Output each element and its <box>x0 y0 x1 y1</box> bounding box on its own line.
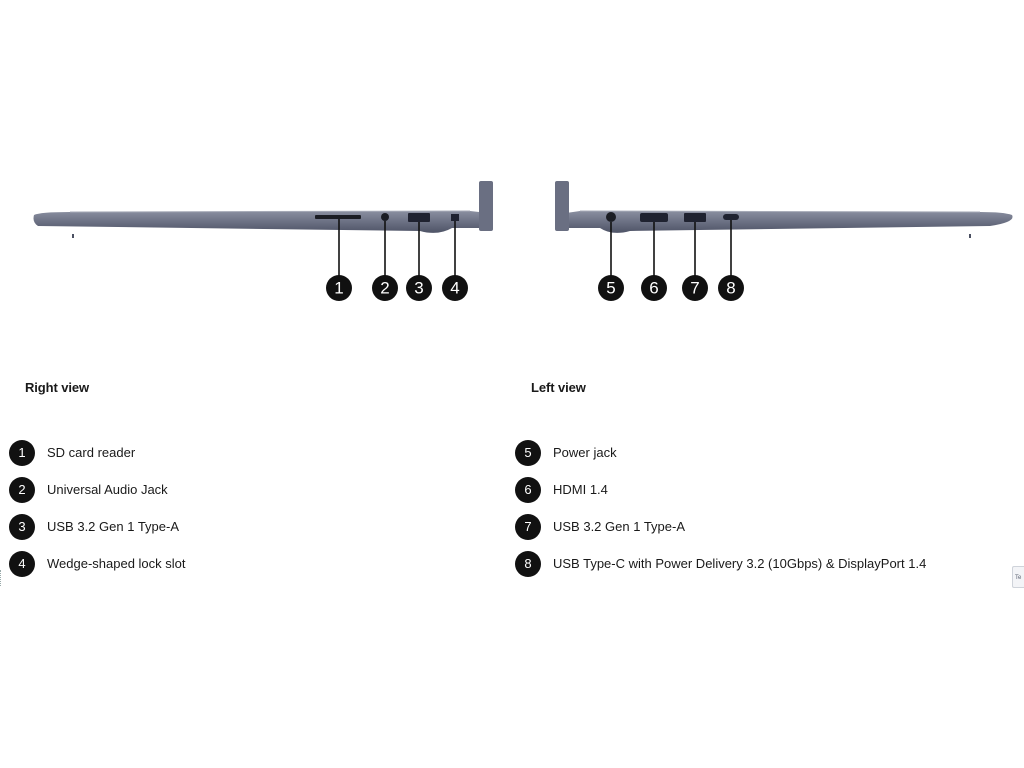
svg-text:4: 4 <box>450 278 460 298</box>
list-item <box>9 434 186 471</box>
number-badge: 3 <box>9 514 35 540</box>
svg-text:6: 6 <box>649 278 659 298</box>
callout-marker-6 <box>641 275 667 301</box>
port-label: Power jack <box>553 445 617 460</box>
port-label: USB Type-C with Power Delivery 3.2 (10Gbps) & DisplayPort 1.4 <box>553 556 927 571</box>
port-label: HDMI 1.4 <box>553 482 608 497</box>
number-badge: 1 <box>9 440 35 466</box>
hdmi-port <box>640 213 668 222</box>
port-label: Universal Audio Jack <box>47 482 168 497</box>
usb-c-port <box>723 214 739 220</box>
list-item <box>515 508 926 545</box>
right-side-laptop <box>34 181 494 238</box>
svg-text:8: 8 <box>726 278 736 298</box>
callout-marker-7 <box>682 275 708 301</box>
left-view-heading: Left view <box>531 380 586 395</box>
power-jack-port <box>606 212 616 222</box>
number-badge: 6 <box>515 477 541 503</box>
left-edge-marker <box>0 570 3 586</box>
right-view-heading: Right view <box>25 380 90 395</box>
number-badge: 4 <box>9 551 35 577</box>
lock-slot <box>451 214 459 221</box>
edge-tab-button[interactable]: Te <box>1012 566 1024 588</box>
usb-a-port-right <box>408 213 430 222</box>
callout-marker-3 <box>406 275 432 301</box>
svg-text:3: 3 <box>414 278 424 298</box>
sd-card-slot <box>315 215 361 219</box>
usb-a-port-left <box>684 213 706 222</box>
audio-jack-port <box>381 213 389 221</box>
callout-marker-4 <box>442 275 468 301</box>
left-lid-hinge <box>555 181 569 231</box>
port-label: USB 3.2 Gen 1 Type-A <box>47 519 179 534</box>
callout-marker-5 <box>598 275 624 301</box>
list-item <box>9 508 186 545</box>
callout-marker-2 <box>372 275 398 301</box>
number-badge: 7 <box>515 514 541 540</box>
port-label: Wedge-shaped lock slot <box>47 556 186 571</box>
list-item <box>9 471 186 508</box>
laptop-ports-diagram <box>0 170 1024 310</box>
list-item <box>515 471 926 508</box>
svg-text:2: 2 <box>380 278 390 298</box>
left-view-port-list <box>515 434 926 582</box>
port-label: USB 3.2 Gen 1 Type-A <box>553 519 685 534</box>
list-item <box>515 545 926 582</box>
callout-marker-1 <box>326 275 352 301</box>
callout-marker-8 <box>718 275 744 301</box>
port-label: SD card reader <box>47 445 136 460</box>
svg-text:5: 5 <box>606 278 616 298</box>
list-item <box>9 545 186 582</box>
number-badge: 5 <box>515 440 541 466</box>
right-lid-hinge <box>479 181 493 231</box>
number-badge: 8 <box>515 551 541 577</box>
list-item <box>515 434 926 471</box>
left-side-laptop <box>555 181 1013 238</box>
right-view-port-list <box>9 434 186 582</box>
svg-text:7: 7 <box>690 278 700 298</box>
svg-text:1: 1 <box>334 278 344 298</box>
number-badge: 2 <box>9 477 35 503</box>
